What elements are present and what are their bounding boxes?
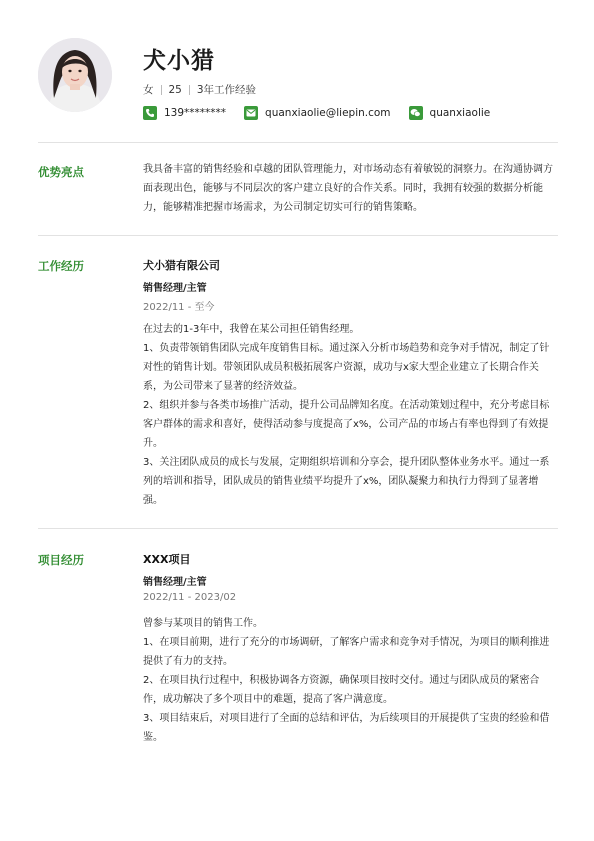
divider (38, 142, 558, 143)
work-paragraph: 2、组织并参与各类市场推广活动，提升公司品牌知名度。在活动策划过程中，充分考虑目标客户群体的需求和喜好，使得活动参与度提高了x%，公司产品的市场占有率也得到了有效提升。 (143, 400, 550, 449)
separator (189, 85, 190, 95)
section-title-work: 工作经历 (38, 259, 84, 273)
contact-email[interactable] (244, 106, 391, 120)
avatar-photo (38, 38, 112, 112)
separator (161, 85, 162, 95)
work-paragraph: 3、关注团队成员的成长与发展，定期组织培训和分享会，提升团队整体业务水平。通过一系列的培训和指导，团队成员的销售业绩平均提升了x%，团队凝聚力和执行力得到了显著增强。 (143, 457, 550, 506)
strengths-text: 我具备丰富的销售经验和卓越的团队管理能力，对市场动态有着敏锐的洞察力。在沟通协调方面表现出色，能够与不同层次的客户建立良好的合作关系。同时，我拥有较强的数据分析能力，能够精准把握市场需求，为公司制定切实可行的销售策略。 (143, 164, 553, 213)
section-title-strengths: 优势亮点 (38, 165, 84, 179)
work-paragraph: 1、负责带领销售团队完成年度销售目标。通过深入分析市场趋势和竞争对手情况，制定了针对性的销售计划。带领团队成员积极拓展客户资源，成功与x家大型企业建立了长期合作关系，为公司带来了显著的经济效益。 (143, 343, 550, 392)
project-role: 销售经理/主管 (143, 577, 207, 588)
email-icon (244, 106, 258, 120)
avatar (38, 38, 112, 112)
experience-years: 3年工作经验 (196, 84, 257, 96)
job-title: 销售经理/主管 (143, 283, 207, 294)
section-title-project: 项目经历 (38, 553, 84, 567)
project-name: XXX项目 (143, 553, 191, 566)
profile-header (38, 38, 558, 128)
phone-number: 139******** (164, 107, 227, 119)
phone-icon (143, 106, 157, 120)
wechat-icon (409, 106, 423, 120)
project-description (143, 614, 556, 747)
age: 25 (168, 83, 182, 96)
basic-info (143, 82, 256, 97)
candidate-name: 犬小猎 (143, 48, 215, 74)
work-paragraph: 在过去的1-3年中，我曾在某公司担任销售经理。 (143, 324, 360, 335)
work-description (143, 320, 556, 510)
work-period: 2022/11 - 至今 (143, 302, 215, 313)
contact-wechat[interactable] (409, 106, 491, 120)
gender: 女 (143, 84, 154, 96)
company-name: 犬小猎有限公司 (143, 259, 220, 272)
email-address: quanxiaolie@liepin.com (265, 107, 391, 119)
contact-list (143, 106, 508, 120)
divider (38, 528, 558, 529)
project-paragraph: 1、在项目前期，进行了充分的市场调研，了解客户需求和竞争对手情况，为项目的顺利推进提供了有力的支持。 (143, 637, 550, 667)
wechat-id: quanxiaolie (429, 107, 491, 119)
divider (38, 235, 558, 236)
project-paragraph: 2、在项目执行过程中，积极协调各方资源，确保项目按时交付。通过与团队成员的紧密合作，成功解决了多个项目中的难题，提高了客户满意度。 (143, 675, 540, 705)
project-paragraph: 3、项目结束后，对项目进行了全面的总结和评估，为后续项目的开展提供了宝贵的经验和借鉴。 (143, 713, 550, 743)
project-paragraph: 曾参与某项目的销售工作。 (143, 618, 263, 629)
project-period: 2022/11 - 2023/02 (143, 592, 237, 603)
contact-phone[interactable] (143, 106, 226, 120)
